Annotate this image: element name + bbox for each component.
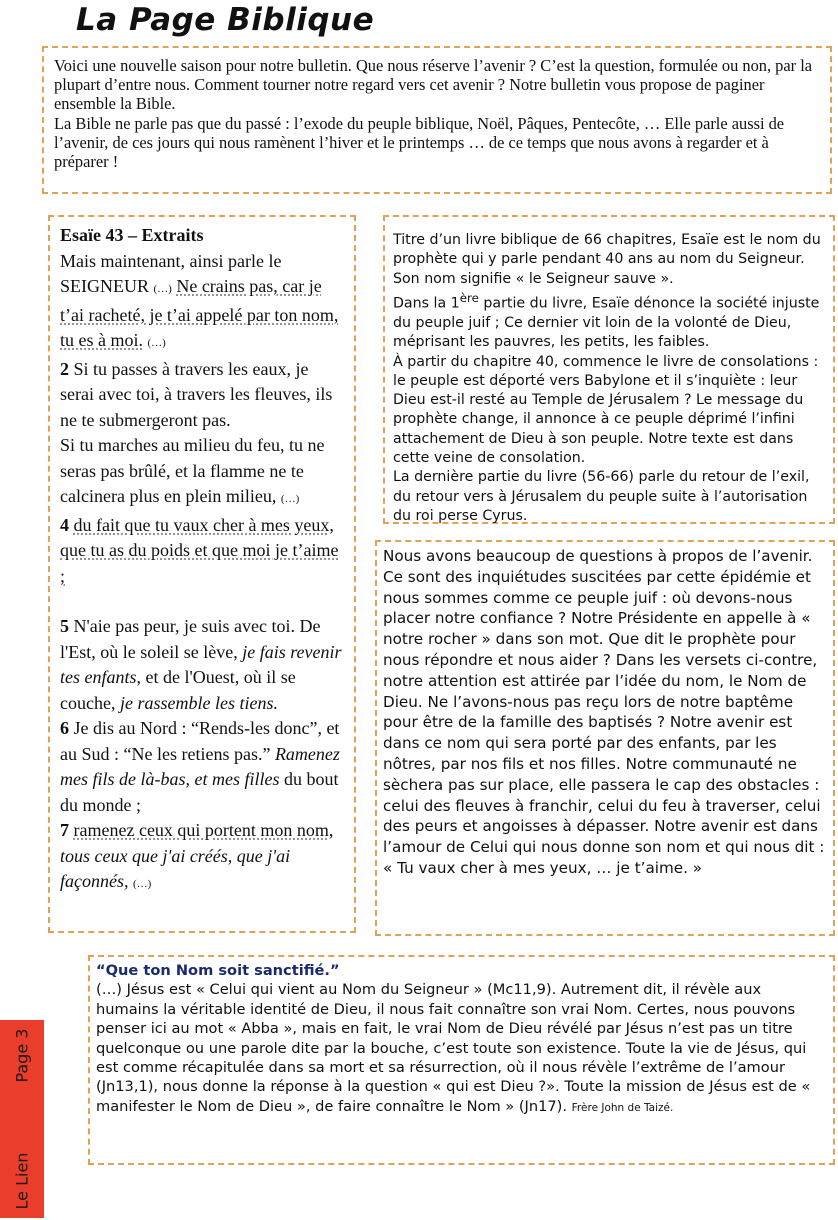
verse-number: 7	[60, 820, 69, 840]
verse-7-italic: tous ceux que j'ai créés, que j'ai façonnés,	[60, 845, 291, 891]
about-paragraph-1: Titre d’un livre biblique de 66 chapitres, Esaïe est le nom du prophète qui y parle pendant 40 ans au nom du Seigneur. Son nom signifie « le Seigneur sauve ».	[393, 232, 821, 287]
intro-box	[42, 46, 832, 194]
verse-2	[60, 357, 346, 434]
bible-extract-title: Esaïe 43 – Extraits	[60, 225, 204, 245]
ellipsis-mark: (…)	[147, 337, 166, 349]
quote-box	[88, 955, 835, 1165]
verse-6-text: Je dis au Nord : “Rends-les donc”, et au Sud : “Ne les retiens pas.”	[60, 718, 340, 764]
page-sidebar	[0, 1020, 44, 1218]
verse-1-underlined: Ne crains pas, car je t’ai racheté, je t’ai appelé par ton nom, tu es à moi.	[60, 276, 339, 350]
page-title: La Page Biblique	[76, 2, 375, 38]
verse-7	[60, 818, 346, 898]
verse-4	[60, 513, 346, 590]
verse-6-text-2: du bout du monde ;	[60, 769, 339, 815]
spacer	[60, 589, 346, 614]
bible-extract-box	[48, 215, 356, 933]
verse-5-italic-1: je fais revenir tes enfants	[60, 641, 342, 687]
verse-1	[60, 249, 346, 357]
ordinal-suffix: ère	[459, 290, 479, 305]
ellipsis-mark: (…)	[153, 283, 172, 295]
verse-3	[60, 433, 346, 513]
verse-number: 5	[60, 616, 69, 636]
verse-5-italic-2: je rassemble les tiens.	[119, 692, 278, 713]
ellipsis-mark: (…)	[280, 493, 300, 505]
verse-5-text: N'aie pas peur, je suis avec toi. De l'Est, où le soleil se lève,	[60, 616, 321, 662]
quote-paragraph	[96, 980, 827, 1118]
verse-5-text-2: , et de l'Ouest, où il se couche,	[60, 667, 296, 713]
verse-number: 6	[60, 718, 69, 738]
intro-paragraph-1: Voici une nouvelle saison pour notre bulletin. Que nous réserve l’avenir ? C’est la question, formulée ou non, par la plupart d’entre nous. Comment tourner notre regard vers cet avenir ? Notre bulletin vous propose de paginer ensemble la Bible.	[54, 56, 813, 114]
about-paragraph-4: La dernière partie du livre (56-66) parle du retour de l’exil, du retour vers à Jérusalem du peuple suite à l’autorisation du roi perse Cyrus.	[393, 469, 810, 524]
about-paragraph-2-start: Dans la 1	[393, 295, 460, 312]
ellipsis-mark: (…)	[132, 878, 152, 890]
page-number: Page 3	[12, 1028, 32, 1083]
verse-1-text: Mais maintenant, ainsi parle le SEIGNEUR	[60, 250, 282, 296]
quote-text: (…) Jésus est « Celui qui vient au Nom du Seigneur » (Mc11,9). Autrement dit, il révèle aux humains la véritable identité de Dieu, il nous fait connaître son vrai Nom. Certes, nous pouvons penser ici au mot « Abba », mais en fait, le vrai Nom de Dieu révélé par Jésus n’est pas un titre quelconque ou une parole dite par la bouche, c’est toute son existence. Toute la vie de Jésus, qui est comme récapitulée dans sa mort et sa résurrection, où il nous révèle l’extrême de l’amour (Jn13,1), nous donne la réponse à la question « qui est Dieu ?». Toute la mission de Jésus est de « manifester le Nom de Dieu », de faire connaître le Nom » (Jn17).	[96, 981, 811, 1115]
about-paragraph-2-rest: partie du livre, Esaïe dénonce la société injuste du peuple juif ; Ce dernier vit loin de la volonté de Dieu, méprisant les pauvres, les petits, les faibles.	[393, 295, 820, 351]
verse-number: 2	[60, 358, 69, 379]
quote-title: “Que ton Nom soit sanctifié.”	[96, 962, 340, 979]
reflection-text: Nous avons beaucoup de questions à propos de l’avenir. Ce sont des inquiétudes suscitées par cette épidémie et nous sommes comme ce peuple juif : où devons-nous placer notre confiance ? Notre Présidente en appelle à « notre rocher » dans son mot. Que dit le prophète pour nous répondre et nous aider ? Dans les versets ci-contre, notre attention est attirée par l’idée du nom, le Nom de Dieu. Ne l’avons-nous pas reçu lors de notre baptême pour être de la famille des baptisés ? Notre avenir est dans ce nom qui sera porté par des enfants, par les nôtres, par nos fils et nos filles. Notre communauté ne sèchera pas sur place, elle passera le cap des obstacles : celui des fleuves à franchir, celui du feu à traverser, celui des peurs et angoisses à dépasser. Notre avenir est dans l’amour de Celui qui nous donne son nom et qui nous dit : « Tu vaux cher à mes yeux, … je t’aime. »	[383, 547, 825, 877]
verse-2-text: Si tu passes à travers les eaux, je serai avec toi, à travers les fleuves, ils ne te submergeront pas.	[60, 358, 333, 430]
publication-name: Le Lien	[12, 1152, 32, 1210]
verse-7-underlined: ramenez ceux qui portent mon nom,	[73, 820, 334, 840]
verse-3-text: Si tu marches au milieu du feu, tu ne seras pas brûlé, et la flamme ne te calcinera plus en plein milieu,	[60, 435, 325, 506]
verse-5	[60, 614, 346, 716]
verse-6	[60, 716, 346, 818]
verse-4-underlined: du fait que tu vaux cher à mes yeux, que tu as du poids et que moi je t’aime ;	[60, 514, 339, 586]
verse-number: 4	[60, 514, 69, 535]
reflection-box	[375, 540, 835, 936]
sidebar-label	[13, 1029, 32, 1210]
about-paragraph-3: À partir du chapitre 40, commence le livre de consolations : le peuple est déporté vers Babylone et il s’inquiète : leur Dieu est-il resté au Temple de Jérusalem ? Le message du prophète change, il annonce à ce peuple déprimé l’infini attachement de Dieu à son peuple. Notre texte est dans cette veine de consolation.	[393, 353, 819, 466]
quote-author: Frère John de Taizé.	[571, 1101, 674, 1114]
intro-paragraph-2: La Bible ne parle pas que du passé : l’exode du peuple biblique, Noël, Pâques, Pentecôte, … Elle parle aussi de l’avenir, de ces jours qui nous ramènent l’hiver et le printemps … de ce temps que nous avons à regarder et à préparer !	[54, 113, 785, 172]
about-isaiah-box	[383, 215, 835, 524]
about-paragraph-2	[393, 289, 829, 353]
verse-6-italic: Ramenez mes fils de là-bas, et mes filles	[60, 743, 340, 789]
